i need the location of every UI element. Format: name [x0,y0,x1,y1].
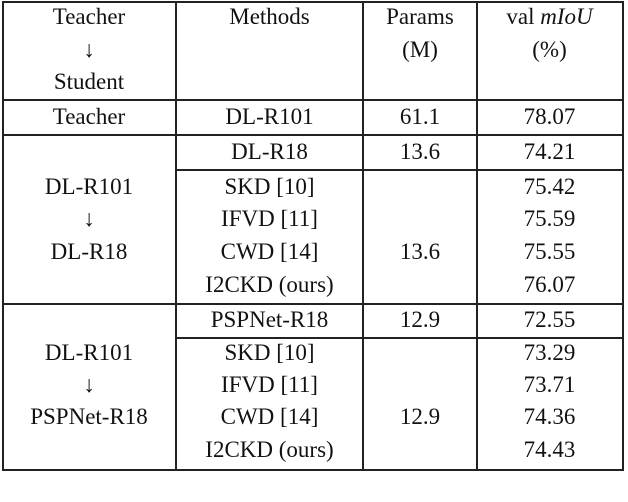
group1-arrow: ↓ [83,206,95,231]
table-row-method: SKD [10] [224,340,315,365]
header-arrow: ↓ [83,37,95,62]
group2-teacher: DL-R101 [44,340,134,365]
header-miou-prefix: val [506,4,535,29]
group2-baseline-params: 12.9 [399,307,441,332]
table-row-miou: 76.07 [523,272,576,297]
table-row-miou: 75.59 [523,206,576,231]
table-row-miou: 75.55 [523,239,576,264]
table-border-bottom [2,469,624,471]
group1-baseline-miou: 74.21 [523,139,576,164]
table-row-method: CWD [14] [220,404,319,429]
header-miou-unit: (%) [532,37,567,62]
group1-kd-params: 13.6 [399,239,441,264]
group2-baseline-miou: 72.55 [523,307,576,332]
table-row-method: I2CKD (ours) [205,272,334,297]
table-row-miou: 75.42 [523,174,576,199]
group2-kd-params: 12.9 [399,404,441,429]
group1-student: DL-R18 [50,239,128,264]
teacher-miou: 78.07 [523,104,576,129]
header-miou [477,1,622,33]
table-row-miou: 73.29 [523,340,576,365]
group1-teacher: DL-R101 [44,174,134,199]
table-row-miou: 74.36 [523,404,576,429]
teacher-label: Teacher [52,104,126,129]
header-methods: Methods [229,4,310,29]
header-teacher: Teacher [52,4,126,29]
group2-baseline-method: PSPNet-R18 [210,307,329,332]
header-params-unit: (M) [402,37,438,62]
header-miou-metric: mIoU [540,4,593,29]
header-params: Params [386,4,454,29]
group2-arrow: ↓ [83,372,95,397]
table-row-miou: 74.43 [523,437,576,462]
table-row-method: SKD [10] [224,174,315,199]
teacher-method: DL-R101 [225,104,314,129]
table-row-method: IFVD [11] [221,206,318,231]
group1-baseline-params: 13.6 [399,139,441,164]
teacher-params: 61.1 [399,104,441,129]
table-border-right [622,1,624,471]
table-row-miou: 73.71 [523,372,576,397]
group1-baseline-method: DL-R18 [231,139,308,164]
header-student: Student [53,69,125,94]
table-row-method: I2CKD (ours) [205,437,334,462]
group2-student: PSPNet-R18 [30,404,148,429]
table-row-method: CWD [14] [220,239,319,264]
table-row-method: IFVD [11] [221,372,318,397]
